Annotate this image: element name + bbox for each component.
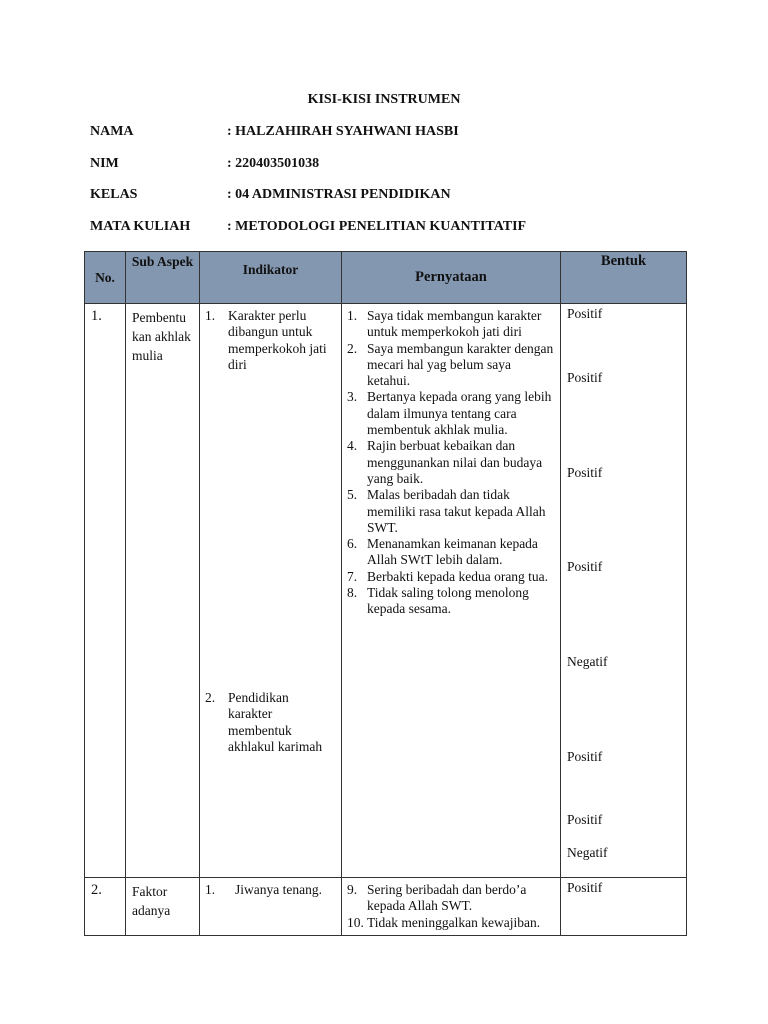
item-number: 9. (347, 882, 358, 897)
indikator-item (205, 882, 336, 898)
pernyataan-item (347, 915, 555, 931)
info-nim (90, 156, 319, 172)
bentuk-cell (561, 304, 687, 878)
indikator-item (205, 690, 336, 755)
document-title: KISI-KISI INSTRUMEN (307, 92, 461, 107)
item-number: 7. (347, 568, 358, 584)
pernyataan-item (347, 585, 555, 618)
info-value: : METODOLOGI PENELITIAN KUANTITATIF (227, 219, 527, 234)
item-number: 10. (347, 914, 364, 930)
item-number: 6. (347, 536, 358, 552)
info-nama (90, 124, 459, 140)
item-text: Pendidikan karakter membentuk akhlakul karimah (228, 690, 323, 755)
info-value: : HALZAHIRAH SYAHWANI HASBI (227, 124, 459, 139)
kisi-table (84, 251, 687, 936)
bentuk-value: Positif (567, 306, 603, 321)
pernyataan-item (347, 341, 555, 390)
table-header-row (85, 252, 687, 304)
item-text: Berbakti kepada kedua orang tua. (367, 568, 549, 584)
info-label: NIM (90, 156, 119, 171)
row-number: 1. (85, 304, 126, 878)
item-number: 1. (205, 308, 216, 323)
bentuk-value: Positif (567, 749, 603, 764)
item-number: 3. (347, 389, 358, 405)
header-pernyataan: Pernyataan (342, 252, 561, 304)
indikator-item (205, 308, 336, 373)
bentuk-value: Positif (567, 880, 603, 895)
item-text: Bertanya kepada orang yang lebih dalam ilmunya tentang cara membentuk akhlak mulia. (367, 389, 552, 438)
bentuk-value: Negatif (567, 654, 608, 669)
item-text: Menanamkan keimanan kepada Allah SWtT lebih dalam. (367, 536, 538, 568)
info-label: NAMA (90, 124, 134, 139)
item-text: Saya membangun karakter dengan mecari hal yag belum saya ketahui. (367, 340, 554, 389)
pernyataan-cell (342, 304, 561, 878)
item-number: 2. (205, 690, 216, 706)
info-label: MATA KULIAH (90, 219, 191, 234)
pernyataan-item (347, 438, 555, 487)
info-label: KELAS (90, 187, 138, 202)
table-row (85, 878, 687, 936)
bentuk-cell (561, 878, 687, 936)
sub-aspek-cell: Faktor adanya (126, 878, 200, 936)
table-row (85, 304, 687, 878)
item-text: Karakter perlu dibangun untuk memperkokoh jati diri (228, 308, 327, 372)
pernyataan-item (347, 536, 555, 569)
item-number: 5. (347, 487, 358, 503)
header-no: No. (85, 252, 126, 304)
bentuk-value: Positif (567, 465, 603, 480)
item-text: Saya tidak membangun karakter untuk memperkokoh jati diri (367, 308, 542, 340)
item-text: Malas beribadah dan tidak memiliki rasa takut kepada Allah SWT. (367, 487, 546, 535)
item-number: 1. (205, 882, 216, 897)
item-text: Rajin berbuat kebaikan dan menggunankan nilai dan budaya yang baik. (367, 438, 543, 486)
bentuk-value: Positif (567, 559, 603, 574)
pernyataan-cell (342, 878, 561, 936)
pernyataan-item (347, 389, 555, 438)
header-indikator: Indikator (200, 252, 342, 304)
header-bentuk: Bentuk (561, 252, 687, 304)
pernyataan-item (347, 487, 555, 536)
indikator-cell (200, 304, 342, 878)
item-text: Jiwanya tenang. (235, 882, 322, 897)
info-kelas (90, 187, 451, 203)
item-number: 1. (347, 308, 358, 323)
info-value: : 220403501038 (227, 156, 320, 171)
item-number: 4. (347, 438, 358, 454)
info-mata-kuliah (90, 219, 526, 235)
bentuk-value: Negatif (567, 845, 608, 860)
header-sub-aspek: Sub Aspek (126, 252, 200, 304)
item-number: 2. (347, 340, 358, 356)
pernyataan-item (347, 308, 555, 341)
info-value: : 04 ADMINISTRASI PENDIDIKAN (227, 187, 451, 202)
sub-aspek-cell: Pembentu kan akhlak mulia (126, 304, 200, 878)
item-text: Sering beribadah dan berdo’a kepada Allah SWT. (367, 882, 527, 914)
pernyataan-item (347, 569, 555, 585)
bentuk-value: Positif (567, 812, 603, 827)
item-text: Tidak saling tolong menolong kepada sesama. (367, 585, 529, 617)
item-number: 8. (347, 585, 358, 601)
bentuk-value: Positif (567, 370, 603, 385)
item-text: Tidak meninggalkan kewajiban. (367, 914, 541, 930)
row-number: 2. (85, 878, 126, 936)
indikator-cell (200, 878, 342, 936)
pernyataan-item (347, 882, 555, 915)
